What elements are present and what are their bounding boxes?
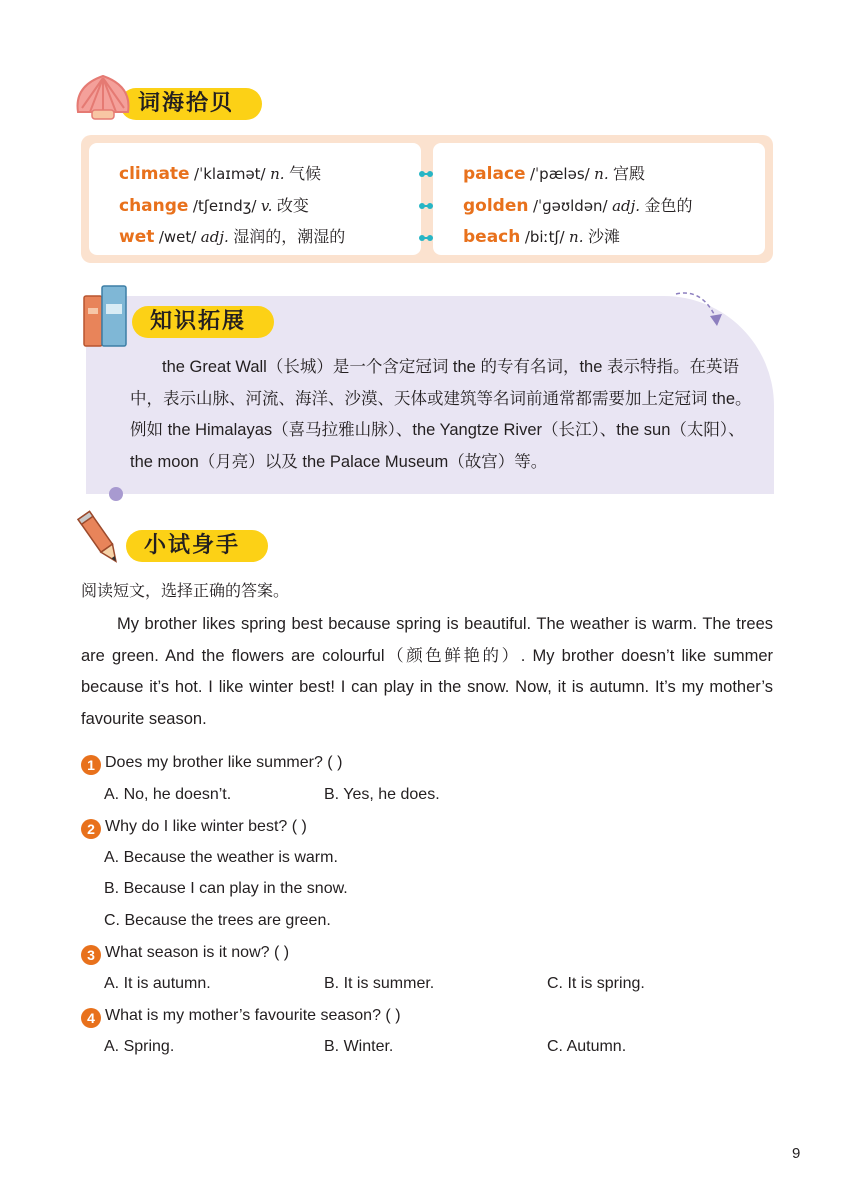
section-title: 小试身手 xyxy=(126,530,268,562)
vocab-item: golden /ˈɡəʊldən/ adj. 金色的 xyxy=(463,196,693,216)
question-number: 1 xyxy=(81,755,101,775)
knowledge-text: the Great Wall（长城）是一个含定冠词 the 的专有名词，the 表示特指。在英语中，表示山脉、河流、海洋、沙漠、天体或建筑等名词前通常都需要加上定冠词 the。例如 the Himalayas（喜马拉雅山脉）、the Yangtze River（长江）、the sun（太阳）、the moon（月亮）以及 the Palace Museum（故宫）等。 xyxy=(130,358,752,471)
vocab-card-right xyxy=(433,143,765,255)
option: A. No, he doesn’t. xyxy=(104,786,232,803)
question-number: 2 xyxy=(81,819,101,839)
question xyxy=(81,754,342,775)
vocab-item: change /tʃeɪndʒ/ v. 改变 xyxy=(119,196,309,216)
instruction: 阅读短文，选择正确的答案。 xyxy=(81,583,290,600)
vocab-item: wet /wet/ adj. 湿润的，潮湿的 xyxy=(119,227,346,247)
bullet-dot xyxy=(109,487,123,501)
question xyxy=(81,818,307,839)
question-text: Does my brother like summer? ( ) xyxy=(105,754,343,771)
question xyxy=(81,1007,401,1028)
vocab-item: palace /ˈpæləs/ n. 宫殿 xyxy=(463,164,646,184)
card-connector xyxy=(419,203,433,209)
vocab-item: climate /ˈklaɪmət/ n. 气候 xyxy=(119,164,321,184)
card-connector xyxy=(419,235,433,241)
vocab-box xyxy=(81,135,773,263)
books-icon xyxy=(82,282,130,348)
section-header-knowledge xyxy=(82,300,302,340)
reading-passage: My brother likes spring best because spring is beautiful. The weather is warm. The trees are green. And the flowers are colourful（颜色鲜艳的）. My brother doesn’t like summer because it’s hot. I like winter best! I can play in the snow. Now, it is autumn. It’s my mother’s favourite season. xyxy=(81,615,773,728)
option: C. Autumn. xyxy=(547,1038,627,1055)
question xyxy=(81,944,289,965)
option: A. Because the weather is warm. xyxy=(104,849,338,866)
section-header-vocab xyxy=(70,82,290,122)
card-connector xyxy=(419,171,433,177)
shell-icon xyxy=(70,68,136,124)
section-title: 词海拾贝 xyxy=(120,88,262,120)
question-number: 4 xyxy=(81,1008,101,1028)
dashed-arrow-icon xyxy=(672,288,732,330)
section-header-practice xyxy=(76,524,296,564)
question-text: What is my mother’s favourite season? ( ) xyxy=(105,1007,401,1024)
option: B. Yes, he does. xyxy=(324,786,440,803)
vocab-card-left xyxy=(89,143,421,255)
option: A. It is autumn. xyxy=(104,975,211,992)
question-number: 3 xyxy=(81,945,101,965)
option: C. Because the trees are green. xyxy=(104,912,331,929)
question-text: Why do I like winter best? ( ) xyxy=(105,818,307,835)
page-number: 9 xyxy=(792,1145,801,1162)
pencil-icon xyxy=(76,510,126,570)
option: B. Because I can play in the snow. xyxy=(104,880,348,897)
option: A. Spring. xyxy=(104,1038,175,1055)
section-title: 知识拓展 xyxy=(132,306,274,338)
vocab-item: beach /biːtʃ/ n. 沙滩 xyxy=(463,227,620,247)
option: B. It is summer. xyxy=(324,975,435,992)
option: C. It is spring. xyxy=(547,975,645,992)
option: B. Winter. xyxy=(324,1038,394,1055)
question-text: What season is it now? ( ) xyxy=(105,944,290,961)
